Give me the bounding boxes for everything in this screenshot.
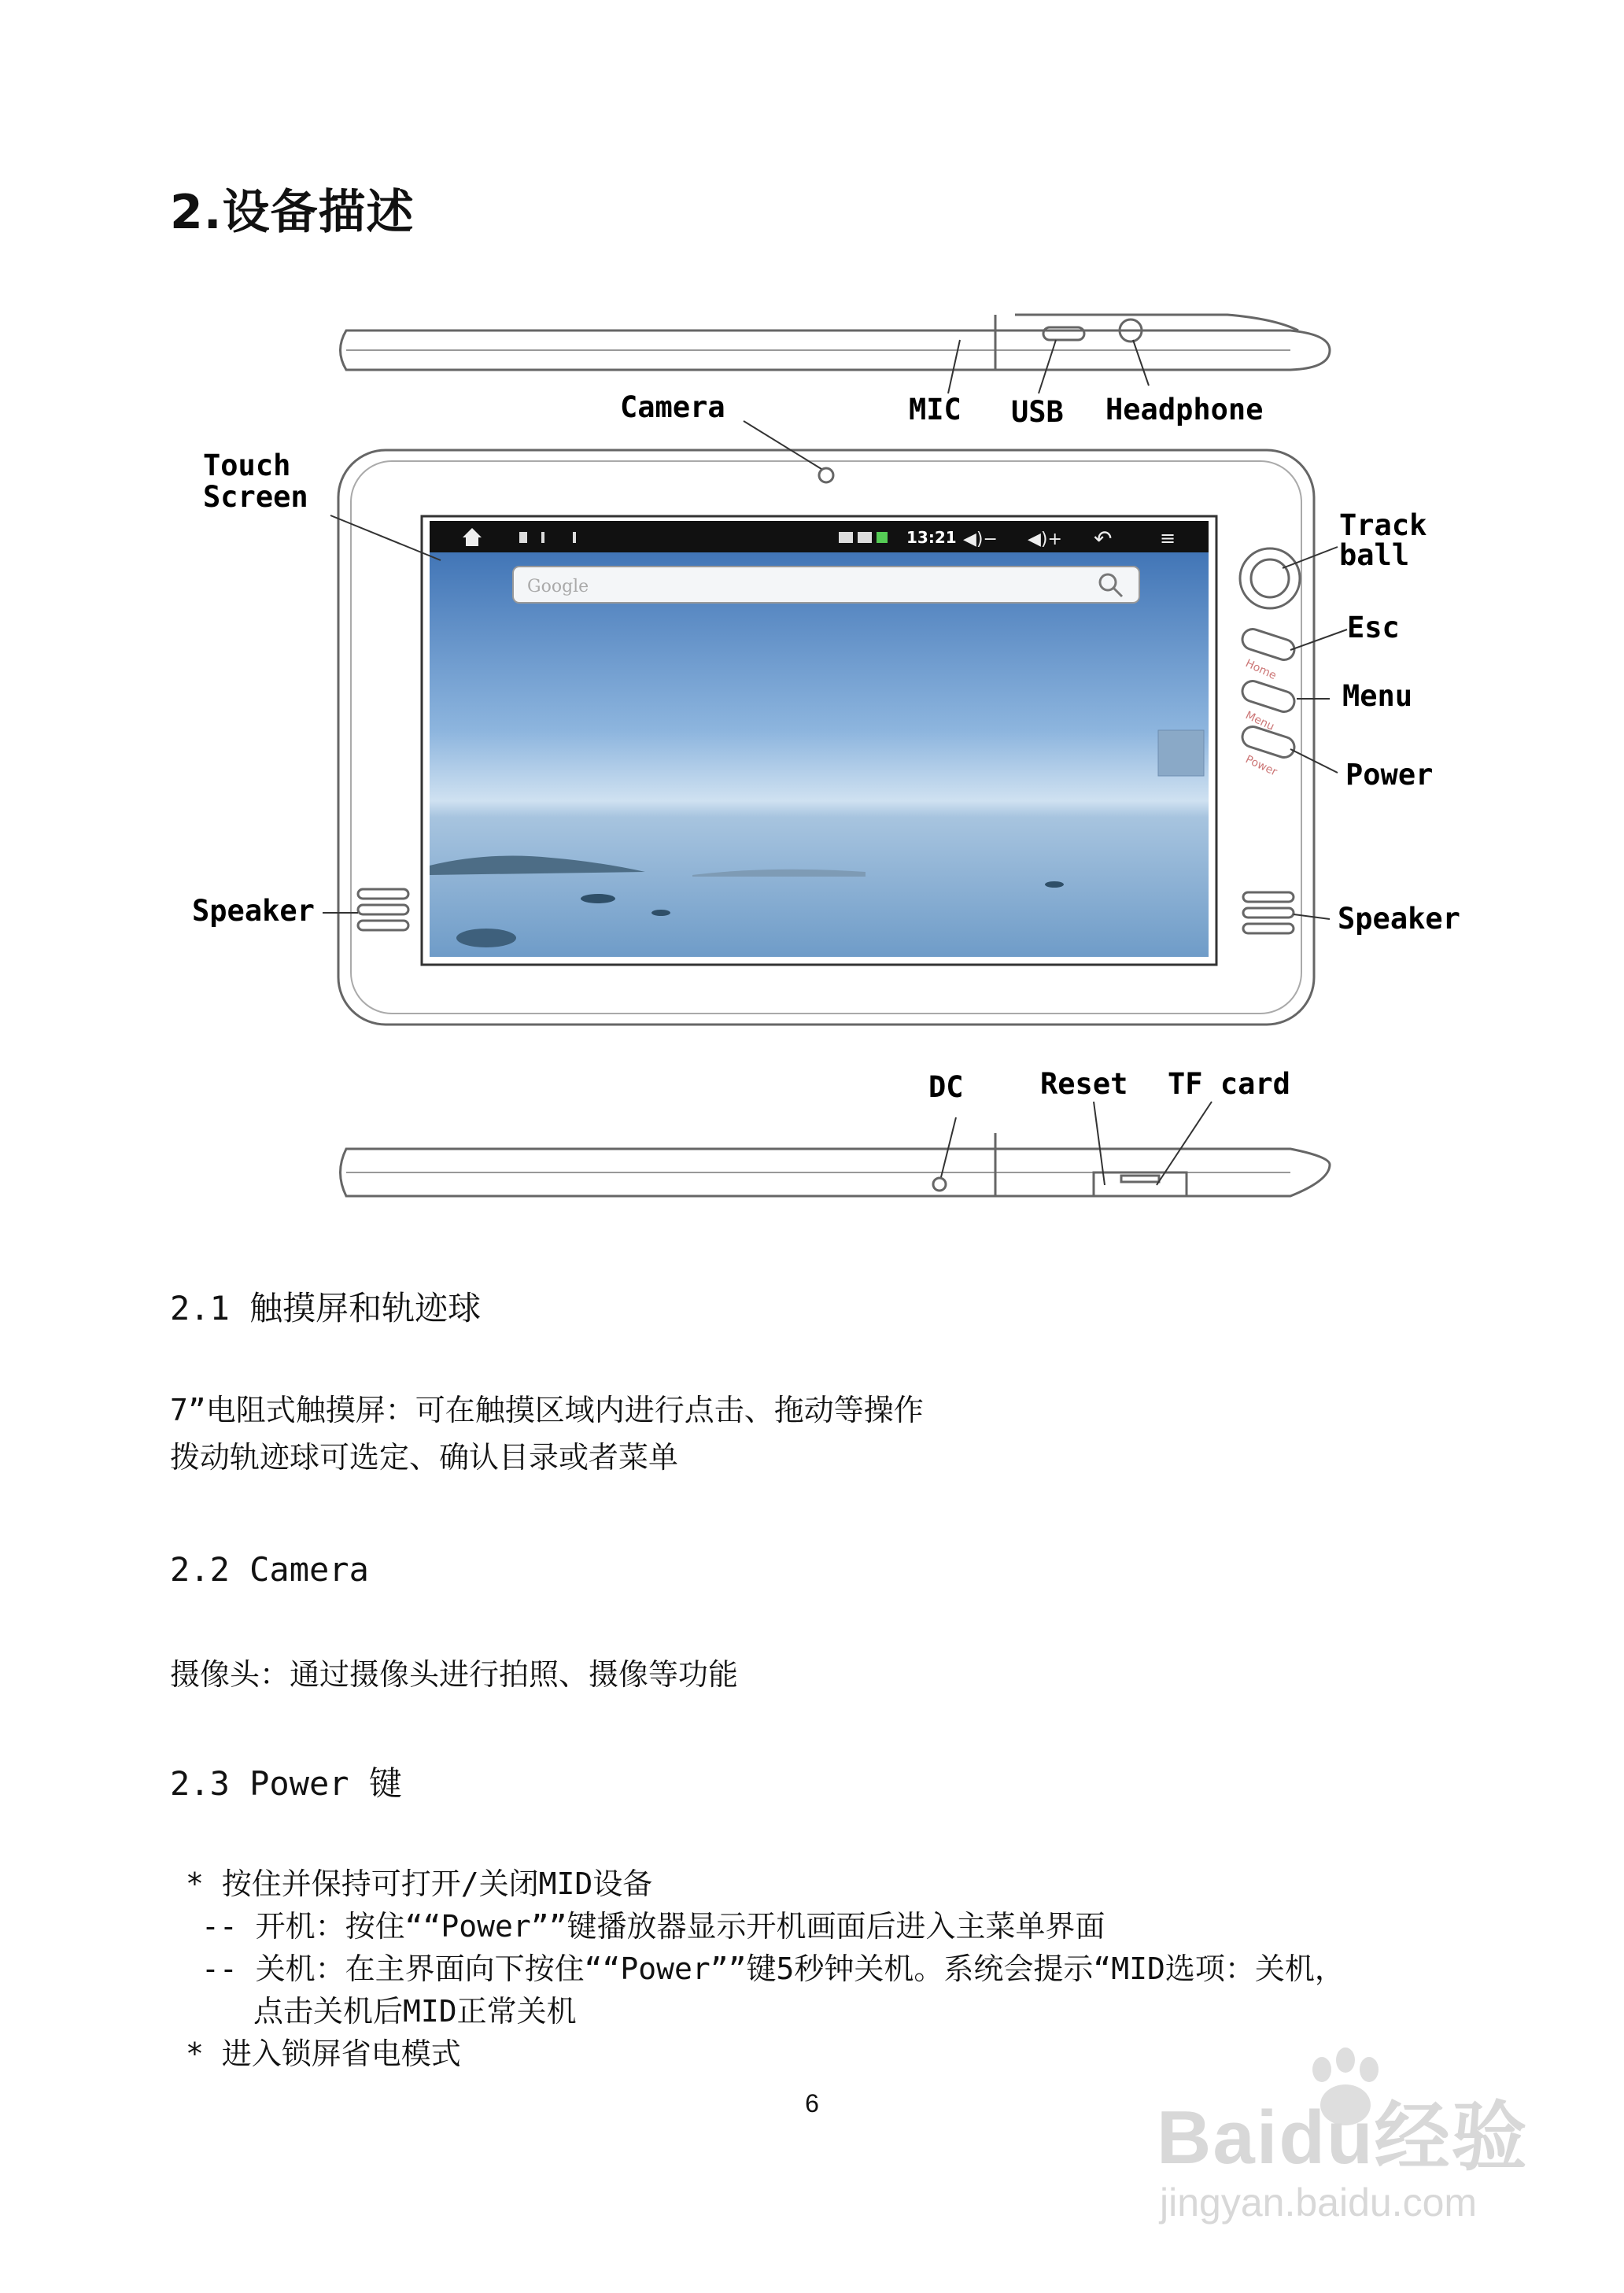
section-2-3-line-2: -- 开机：按住““Power””键播放器显示开机画面后进入主菜单界面 [201,1909,1105,1944]
volume-up-icon: ◀)+ [1028,530,1062,549]
label-screen: Screen [203,480,308,514]
section-2-3-line-5: * 进入锁屏省电模式 [186,2036,461,2071]
page-title: 2.设备描述 [170,185,415,240]
label-camera: Camera [620,390,725,424]
back-icon: ↶ [1094,526,1113,552]
usb-port [1043,327,1084,340]
section-2-2-line-1: 摄像头：通过摄像头进行拍照、摄像等功能 [170,1657,739,1692]
speaker-right-grille [1243,892,1294,933]
speaker-left-grille [358,889,408,930]
volume-down-icon: ◀)− [963,530,998,549]
label-track: Track [1339,508,1427,542]
label-tf-card: TF card [1168,1067,1290,1101]
label-touch: Touch [203,449,291,482]
section-2-2-title: 2.2 Camera [170,1550,369,1589]
label-menu: Menu [1342,679,1413,713]
screen-display [430,521,1209,957]
label-esc: Esc [1347,611,1400,644]
svg-text:Home: Home [1243,657,1279,683]
label-power: Power [1345,758,1434,792]
svg-text:Google: Google [527,577,589,596]
status-time: 13:21 [906,528,957,547]
section-2-1-line-2: 拨动轨迹球可选定、确认目录或者菜单 [170,1440,679,1475]
section-2-3-line-1: * 按住并保持可打开/关闭MID设备 [186,1867,653,1901]
section-2-3-line-3: -- 关机：在主界面向下按住““Power””键5秒钟关机。系统会提示“MID选项：关机， [201,1951,1345,1986]
top-edge-view [341,315,1331,370]
google-search-bar [513,567,1139,603]
app-grid-icon [1158,730,1204,776]
section-2-1-title: 2.1 触摸屏和轨迹球 [170,1289,482,1327]
svg-text:Power: Power [1243,753,1279,779]
battery-icon [877,532,888,543]
watermark-logo: Baidu经验 [1157,2095,1529,2180]
bottom-edge-view [341,1133,1331,1196]
section-2-1-line-1: 7”电阻式触摸屏：可在触摸区域内进行点击、拖动等操作 [170,1393,924,1427]
label-mic: MIC [909,393,961,426]
label-speaker-right: Speaker [1338,902,1460,936]
label-usb: USB [1011,395,1064,429]
label-ball: ball [1339,538,1410,572]
page-number: 6 [805,2089,819,2118]
watermark-url: jingyan.baidu.com [1160,2180,1478,2225]
label-speaker-left: Speaker [192,894,315,928]
section-2-3-line-4: 点击关机后MID正常关机 [253,1994,577,2029]
signal-icon [858,532,872,543]
camera-lens [819,468,833,482]
section-2-3-title: 2.3 Power 键 [170,1764,402,1803]
menu-lines-icon: ≡ [1160,527,1176,549]
dc-port [933,1178,946,1191]
svg-text:Menu: Menu [1243,709,1276,733]
trackball [1240,548,1300,608]
wifi-icon [839,532,853,543]
label-headphone: Headphone [1105,393,1264,426]
label-dc: DC [928,1070,964,1104]
label-reset: Reset [1040,1067,1128,1101]
